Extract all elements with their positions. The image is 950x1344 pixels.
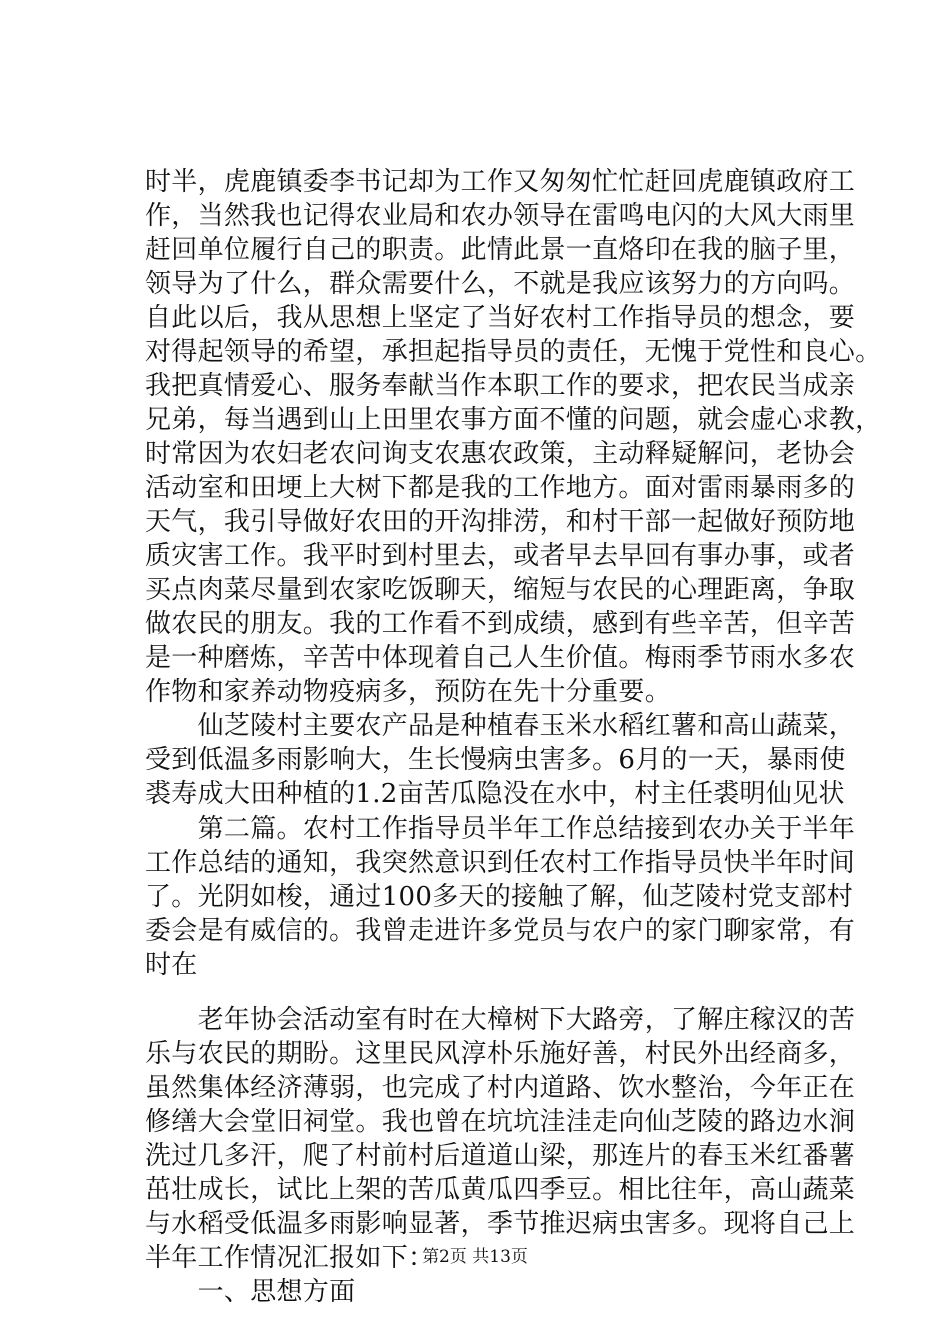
text-line: 活动室和田埂上大树下都是我的工作地方。面对雷雨暴雨多的 (145, 473, 856, 503)
text-line: 做农民的朋友。我的工作看不到成绩，感到有些辛苦，但辛苦 (145, 609, 856, 639)
text-line: 是一种磨炼，辛苦中体现着自己人生价值。梅雨季节雨水多农 (145, 643, 856, 673)
text-line: 作，当然我也记得农业局和农办领导在雷鸣电闪的大风大雨里 (145, 201, 856, 231)
text-line: 乐与农民的期盼。这里民风淳朴乐施好善，村民外出经商多， (145, 1039, 856, 1069)
text-line: 第二篇。农村工作指导员半年工作总结接到农办关于半年 (145, 814, 856, 844)
text-line: 天气，我引导做好农田的开沟排涝，和村干部一起做好预防地 (145, 507, 856, 537)
text-line: 赶回单位履行自己的职责。此情此景一直烙印在我的脑子里， (145, 235, 856, 265)
text-line: 与水稻受低温多雨影响显著，季节推迟病虫害多。现将自己上 (145, 1209, 856, 1239)
text-line: 了。光阴如梭，通过100多天的接触了解，仙芝陵村党支部村 (145, 882, 854, 912)
page-number-footer: 第2页 共13页 (422, 1247, 528, 1267)
text-line: 作物和家养动物疫病多，预防在先十分重要。 (145, 677, 672, 707)
text-line: 委会是有威信的。我曾走进许多党员与农户的家门聊家常，有 (145, 916, 856, 946)
text-line: 对得起领导的希望，承担起指导员的责任，无愧于党性和良心。 (145, 337, 882, 367)
text-line: 一、思想方面 (145, 1277, 356, 1307)
text-line: 买点肉菜尽量到农家吃饭聊天，缩短与农民的心理距离，争取 (145, 575, 856, 605)
text-line: 工作总结的通知，我突然意识到任农村工作指导员快半年时间 (145, 848, 856, 878)
text-line: 虽然集体经济薄弱，也完成了村内道路、饮水整治，今年正在 (145, 1073, 856, 1103)
text-line: 自此以后，我从思想上坚定了当好农村工作指导员的想念，要 (145, 303, 856, 333)
text-line: 修缮大会堂旧祠堂。我也曾在坑坑洼洼走向仙芝陵的路边水涧 (145, 1107, 856, 1137)
text-line: 时半，虎鹿镇委李书记却为工作又匆匆忙忙赶回虎鹿镇政府工 (145, 167, 856, 197)
text-line: 质灾害工作。我平时到村里去，或者早去早回有事办事，或者 (145, 541, 856, 571)
text-line: 领导为了什么，群众需要什么，不就是我应该努力的方向吗。 (145, 269, 856, 299)
text-line: 仙芝陵村主要农产品是种植春玉米水稻红薯和高山蔬菜， (145, 711, 856, 741)
text-line: 受到低温多雨影响大，生长慢病虫害多。6月的一天，暴雨使 (145, 745, 846, 775)
text-line: 裘寿成大田种植的1.2亩苦瓜隐没在水中，村主任裘明仙见状 (145, 779, 845, 809)
text-line: 兄弟，每当遇到山上田里农事方面不懂的问题，就会虚心求教， (145, 405, 882, 435)
text-line: 时在 (145, 950, 198, 980)
text-line: 茁壮成长，试比上架的苦瓜黄瓜四季豆。相比往年，高山蔬菜 (145, 1175, 856, 1205)
text-line: 我把真情爱心、服务奉献当作本职工作的要求，把农民当成亲 (145, 371, 856, 401)
text-line: 老年协会活动室有时在大樟树下大路旁，了解庄稼汉的苦 (145, 1005, 856, 1035)
text-line: 洗过几多汗，爬了村前村后道道山梁，那连片的春玉米红番薯 (145, 1141, 856, 1171)
text-line: 时常因为农妇老农问询支农惠农政策，主动释疑解问，老协会 (145, 439, 856, 469)
text-line: 半年工作情况汇报如下： (145, 1243, 435, 1273)
